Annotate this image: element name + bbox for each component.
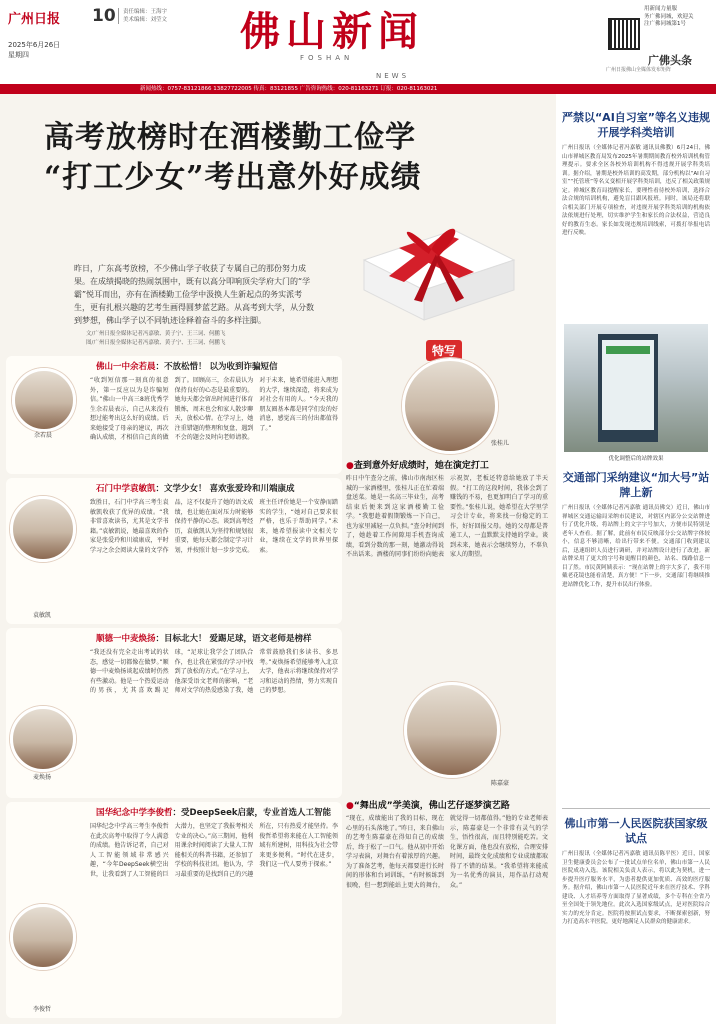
- feature-head-1: [346, 458, 489, 471]
- sidebar-title-2: 交通部门采纳建议“加大号”站牌上新: [562, 471, 710, 499]
- newspaper-logo: 广州日报: [8, 12, 61, 27]
- feature-photo-2: [404, 682, 500, 778]
- photo-caption-1: 余若晨: [33, 432, 52, 439]
- feature-tag: 特写: [426, 340, 462, 361]
- lead-paragraph: 昨日，广东高考放榜，不少佛山学子收获了专属自己的那份努力成果。在成绩揭晓的热闹氛围中，既有以高分叩响顶尖学府大门的“学霸”悦耳而出，亦有在酒楼勤工俭学中汲换人生新起点的务实派考生，更有扎根兴趣的艺考生画得圆梦蓝艺路。从高考到大学，从分数到梦想，佛山学子以不同轨迹诠释着奋斗的多样注脚。: [74, 264, 314, 325]
- section-title: ：受DeepSeek启蒙，专业首选人工智能: [172, 808, 331, 818]
- student-photo-1: [12, 368, 76, 432]
- student-photo-2: [10, 496, 76, 562]
- section-title: ：文学少女！ 喜欢张爱玲和川端康成: [155, 484, 295, 494]
- section-head-3: [96, 632, 311, 644]
- student-photo-3: [10, 706, 76, 772]
- hotline-bar: 新闻热线：0757-83121866 13827722005 传真：83121855 广告咨询热线：020-81163271 订报：020-81163021: [0, 84, 716, 94]
- section-body-2: 致胜日，石门中学高三考生袁敏凯收获了优异的成绩。“我非常喜欢读书，尤其是文学书籍。”袁敏凯说，她最喜欢的作家是张爱玲和川端康成，平时学习之余会阅读大量的文学作品，这不仅提升了她的语文成绩，也让她在面对压力时能够保持平静的心态。谈到高考经历，袁敏凯认为坚持和规划很重要，她每天都会制定学习计划，并按照计划一步步完成。班主任评价她是一个安静而踏实的学生，“她对自己要求很严格，也乐于帮助同学。”未来，她希望报读中文相关专业，继续在文学的世界里探索。: [90, 499, 338, 554]
- qr-text: [644, 6, 694, 29]
- qr-text-line: 用新闻力量服: [644, 6, 678, 12]
- sidebar-divider: [562, 808, 710, 809]
- headline: [44, 118, 422, 198]
- bus-stop-photo: [564, 324, 708, 452]
- byline-text: 文/广州日报全媒体记者冯嘉敏、黄子宁、王三词、何鹏飞: [86, 331, 226, 337]
- editor-1: 责任编辑：王海宇: [123, 9, 168, 15]
- photo-caption-2: 袁敏凯: [32, 612, 51, 619]
- bullet-icon: ●: [346, 461, 354, 471]
- feature-title: “舞出成”学美演，佛山艺仔逐梦演艺路: [353, 801, 510, 811]
- school-name: 石门中学袁敏凯: [96, 484, 156, 494]
- feature-body-2: “现在，成绩能出了我的目标，现在心里的石头落地了。”昨日，来自佛山的艺考生陈嘉豪在得知自己的成绩后，终于松了一口气。他从初中开始学习表演，对舞台有着浓厚的兴趣。为了准备艺考，他每天都要进行长时间的形体和台词训练，“有时候练到很晚，但一想到能站上更大的舞台，就觉得一切都值得。”他的专业老师表示，陈嘉豪是一个非常有灵气的学生，悟性很高，而且特别能吃苦。文化课方面，他也没有放松，合理安排时间，最终文化成绩和专业成绩都取得了不错的结果。“我希望将来能成为一名优秀的演员，用作品打动观众。”: [346, 815, 548, 889]
- section-head-2: [96, 482, 294, 494]
- school-name: 国华纪念中学李俊哲: [96, 808, 173, 818]
- section-subtitle: FOSHAN: [300, 54, 354, 62]
- qr-code-icon[interactable]: [608, 18, 640, 50]
- byline-photo: 图/广州日报全媒体记者冯嘉敏、黄子宁、王三词、何鹏飞: [86, 340, 226, 346]
- bullet-icon: ●: [346, 801, 354, 811]
- student-photo-4: [10, 904, 76, 970]
- section-head-4: [96, 806, 331, 818]
- issue-date: 2025年6月26日: [8, 41, 61, 49]
- gift-box-illustration: [344, 190, 524, 330]
- school-name: 顺德一中麦焕扬: [96, 634, 156, 644]
- school-name: 佛山一中余若晨: [96, 362, 156, 372]
- sidebar-body-2: 广州日报讯（全媒体记者冯嘉敏 通讯员佛交）近日，佛山市禅城区交通运输局采纳市民建议，对辖区内部分公交站牌进行了优化升级，将站牌上的文字字号加大，方便市民特别是老年人查看。据了解，此前有市民反映部分公交站牌字体较小，信息不够清晰，给出行带来不便。交通部门收到建议后，迅速组织人员进行调研，并对站牌设计进行了改进。新站牌采用了更大的字号和更醒目的颜色，站名、线路信息一目了然。市民黄阿姨表示：“现在站牌上的字大多了，我不用戴老花镜也能看清楚，真方便！”下一步，交通部门将继续推进站牌优化工作，提升市民出行体验。: [562, 505, 710, 588]
- qr-note: 广州日报佛山全媒体发布矩阵: [606, 67, 672, 73]
- section-subtitle-2: NEWS: [376, 72, 410, 80]
- qr-text-line: 注广佛同城第1号: [644, 21, 686, 27]
- bylines: [86, 330, 326, 348]
- feature-title: 查到意外好成绩时，她在演定打工: [353, 461, 489, 471]
- date-box: [8, 40, 60, 60]
- section-body-1: “收到短信那一刻真的很意外，第一反应以为是诈骗短信。”佛山一中高三8班优秀学生余若晨表示，自己从来没有想过能考出这么好的成绩。后来她接受了母亲的建议，再次确认成绩，才相信自己真的做到了。回顾高三，余若晨认为保持良好的心态是最重要的。她每天都会留出时间进行体育锻炼，周末也会和家人散步聊天，放松心情。在学习上，她注重错题的整理和复盘，遇到不会的题会及时向老师请教。对于未来，她希望能进入理想的大学，继续深造，将来成为对社会有用的人。“今天我的朋友圈基本都是同学们发的好消息，感觉高三的付出都值得了。”: [90, 377, 338, 441]
- qr-brand: 广佛头条: [648, 54, 692, 67]
- headline-line-1: 高考放榜时在酒楼勤工俭学: [44, 120, 416, 155]
- editors-box: [118, 8, 167, 24]
- section-title: 佛山新闻: [240, 8, 424, 55]
- section-title: ：目标北大！ 爱踢足球，语文老师是榜样: [155, 634, 312, 644]
- sidebar-title-3: 佛山市第一人民医院获国家级试点: [564, 817, 708, 845]
- feature-photo-caption-2: 陈嘉豪: [490, 780, 509, 787]
- feature-photo-caption-1: 张桂儿: [490, 440, 509, 447]
- section-head-1: [96, 360, 277, 372]
- sidebar-body-3: 广州日报讯（全媒体记者冯嘉敏 通讯员陈平医）近日，国家卫生健康委员会公布了一批试点单位名单，佛山市第一人民医院成功入选。该院相关负责人表示，将以此为契机，进一步提升医疗服务水平，为患者提供更加优质、高效的医疗服务。据介绍，佛山市第一人民医院近年来在医疗技术、学科建设、人才培养等方面取得了显著成绩，多个专科在全省乃至全国处于领先地位。此次入选国家级试点，是对医院综合实力的充分肯定。医院将按照试点要求，不断探索创新，努力打造高水平医院，更好地满足人民群众的健康需求。: [562, 851, 710, 925]
- sidebar-title-1: 严禁以“AI自习室”等名义违规开展学科类培训: [561, 111, 711, 139]
- section-body-4: 国华纪念中学高三考生李俊哲在此次高考中取得了令人满意的成绩。他告诉记者，自己对人工智能领域非常感兴趣，“今年DeepSeek横空出世，让我看到了人工智能的巨大潜力，也坚定了我报考相关专业的决心。”高三期间，他利用课余时间阅读了大量人工智能相关的科普书籍，还参加了学校的科技社团。他认为，学习最重要的是找到自己的兴趣所在，只有热爱才能坚持。李俊哲希望将来能在人工智能领域有所建树，用科技为社会带来更多便利。“时代在进步，我们这一代人要勇于探索。”: [90, 823, 338, 878]
- bus-stop-photo-caption: 优化调整后的站牌效果: [608, 456, 664, 462]
- page-number: 10: [92, 6, 116, 26]
- photo-caption-3: 麦焕扬: [32, 774, 51, 781]
- section-body-3: “我还没有完全走出考试的状态，感觉一切都像在做梦。”顺德一中麦焕扬谈起成绩时仍然有些激动。他是一个热爱运动的男孩，尤其喜欢踢足球，“足球让我学会了团队合作，也让我在紧张的学习中找到了放松的方式。”在学习上，他深受语文老师的影响，“老师对文学的热爱感染了我，她常常鼓励我们多读书、多思考。”麦焕扬希望能够考入北京大学，他表示将继续保持对学习和运动的热情，努力实现自己的梦想。: [90, 649, 338, 694]
- photo-caption-4: 李俊哲: [32, 1006, 51, 1013]
- qr-text-line: 务广佛同城，欢迎关: [644, 13, 694, 20]
- editor-2: 美术编辑：刘莹文: [123, 17, 168, 23]
- issue-weekday: 星期四: [8, 51, 29, 59]
- feature-head-2: [346, 798, 510, 811]
- section-title: ：不放松惜！ 以为收到诈骗短信: [155, 362, 278, 372]
- headline-line-2: “打工少女”考出意外好成绩: [44, 160, 422, 195]
- sidebar-body-1: 广州日报讯（全媒体记者冯嘉敏 通讯员佛教）6月24日，佛山市禅城区教育局发布2025年暑期期间教育校外培训机构管理提示。要求全区各校外培训机构不得违规开展学科类培训。据介绍，暑期是校外培训的高发期，部分机构以“AI自习室”“托管班”等名义变相开展学科类培训，违反了相关政策规定。禅城区教育局提醒家长，要理性看待校外培训，选择合法合规的培训机构，避免盲目跟风报班。同时，该局还将联合相关部门开展专项检查，对违规开展学科类培训的机构依法依规进行处理，切实维护学生和家长的合法权益，营造良好的教育生态。家长如发现违规培训线索，可拨打举报电话进行反映。: [562, 145, 710, 236]
- feature-body-1: 昨日中午查分之前，佛山市南海区桂城的一家酒楼里，张桂儿正在忙着端盘送菜。她是一名高三毕业生，高考结束后便来到这家酒楼勤工俭学。“我想趁着假期锻炼一下自己，也为家里减轻一点负担。”查分时间到了，她趁着工作间隙用手机查询成绩，看到分数的那一刻，她激动得说不出话来。酒楼的同事们纷纷向她表示祝贺，老板还特意给她放了半天假。“打工的这段时间，我体会到了赚钱的不易，也更加明白了学习的重要性。”张桂儿说，她希望在大学里学习会计专业，将来找一份稳定的工作，好好回报父母。她的父母都是普通工人，一直默默支持她的学业。谈到未来，她表示会继续努力，不辜负家人的期望。: [346, 475, 548, 558]
